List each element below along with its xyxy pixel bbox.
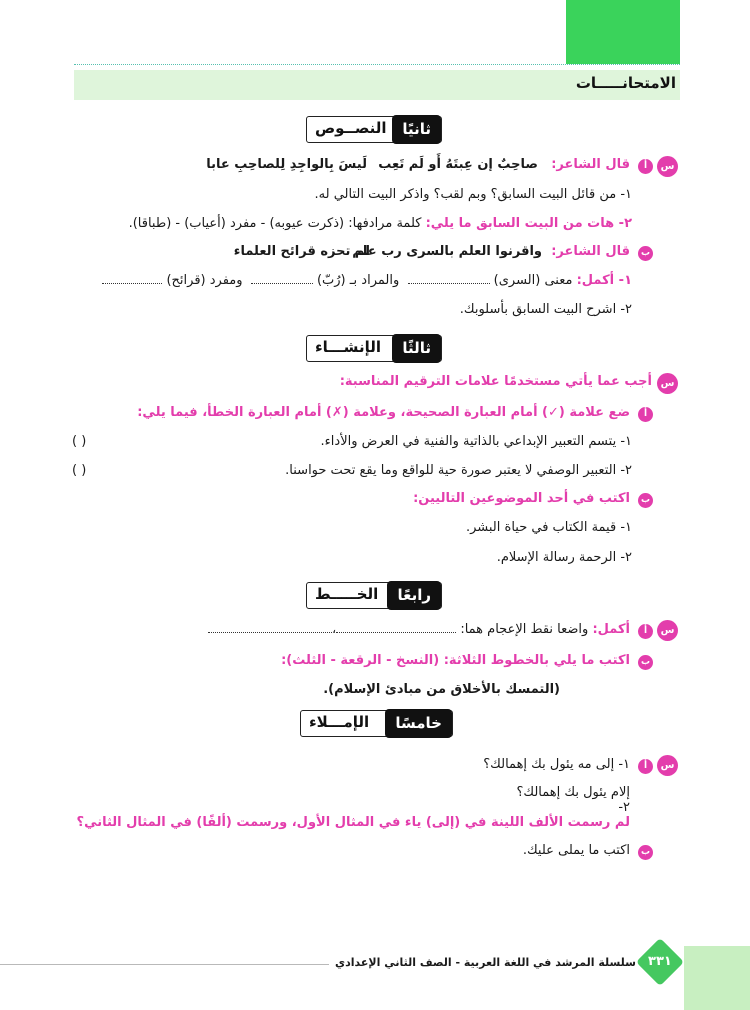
example-sentence: ١- إلى مه يئول بك إهمالك؟ [483, 757, 630, 772]
top-green-tab [566, 0, 680, 64]
blank-field[interactable] [251, 274, 313, 284]
completion-item: والمراد بـ (رُبّ) [316, 273, 400, 288]
section-title: الإنشـــاء [315, 338, 381, 356]
page-number-badge [636, 938, 684, 986]
topic-item: ١- قيمة الكتاب في حياة البشر. [465, 520, 632, 535]
verse-second-hemistich: لم تحزه قرائح العلماء [233, 244, 370, 259]
section-label: ثانيًا [392, 115, 441, 144]
section-heading-calligraphy [306, 582, 442, 609]
comma: ، [331, 622, 337, 637]
question-line-text: كلمة مرادفها: (ذكرت عيوبه) - مفرد (أعياب) - (طباقا). [128, 216, 426, 231]
footer-green-strip [684, 946, 750, 1010]
part-b-badge: ب [638, 655, 653, 670]
poet-label: قال الشاعر: [551, 157, 630, 172]
verse-first-hemistich: صاحِبٌ إن عِبتَهُ أَو لَم تَعِب [378, 157, 538, 172]
part-b-badge: ب [638, 246, 653, 261]
part-b-badge: ب [638, 845, 653, 860]
question-number-badge: س [657, 373, 678, 394]
completion-label: أكمل: [592, 622, 630, 637]
statement: ١- يتسم التعبير الإبداعي بالذاتية والفنية في العرض والأداء. [320, 434, 632, 449]
section-heading-dictation [300, 710, 453, 737]
blank-field[interactable] [102, 274, 162, 284]
part-instruction: ضع علامة (✓) أمام العبارة الصحيحة، وعلامة (✗) أمام العبارة الخطأ، فيما يلي: [137, 405, 630, 420]
question-number-badge: س [657, 156, 678, 177]
question-line: ٢- اشرح البيت السابق بأسلوبك. [459, 302, 632, 317]
verse-first-hemistich: واقرنوا العلم بالسرى رب علم [352, 244, 542, 259]
statement: ٢- التعبير الوصفي لا يعتبر صورة حية للواقع وما يقع تحت حواسنا. [285, 463, 632, 478]
topic-item: ٢- الرحمة رسالة الإسلام. [496, 550, 632, 565]
question-line: ١- من قائل البيت السابق؟ وبم لقب؟ واذكر البيت التالي له. [314, 187, 632, 202]
completion-item: واضعا نقط الإعجام هما: [460, 622, 593, 637]
section-title: الخـــــط [315, 585, 379, 603]
part-instruction: اكتب ما يلي بالخطوط الثلاثة: (النسخ - الرقعة - الثلث): [281, 653, 630, 668]
page-number: ٣٣١ [648, 954, 672, 969]
question-number-badge: س [657, 755, 678, 776]
part-a-badge: أ [638, 624, 653, 639]
completion-line [208, 622, 630, 637]
verse-second-hemistich: لَيسَ بِالواجِدِ لِلصاحِبِ عابا [206, 157, 367, 172]
section-title: النصــوص [315, 119, 387, 137]
section-heading-texts [306, 116, 442, 143]
example-sentence [516, 785, 630, 800]
example-text: إلام يئول بك إهمالك؟ [516, 785, 630, 800]
example-number: ٢- [618, 800, 630, 815]
section-title: الإمـــلاء [309, 713, 370, 731]
footer-series-title: سلسلة المرشد في اللغة العربية - الصف الثاني الإعدادي [329, 956, 642, 969]
completion-item: ومفرد (قرائح) [166, 273, 243, 288]
section-label: خامسًا [385, 709, 452, 738]
completion-line [102, 273, 632, 288]
part-a-badge: أ [638, 159, 653, 174]
question-instruction: أجب عما يأتي مستخدمًا علامات الترقيم المناسبة: [339, 374, 652, 389]
question-number-badge: س [657, 620, 678, 641]
calligraphy-phrase: (التمسك بالأخلاق من مبادئ الإسلام). [323, 682, 560, 697]
answer-parentheses[interactable]: ( ) [72, 434, 87, 449]
poet-label: قال الشاعر: [551, 244, 630, 259]
part-a-badge: أ [638, 759, 653, 774]
question-line [129, 216, 632, 231]
blank-field[interactable] [336, 623, 456, 633]
section-label: ثالثًا [392, 334, 441, 363]
header-dotted-line [74, 64, 680, 65]
section-heading-composition [306, 335, 442, 362]
dictation-task: اكتب ما يملى عليك. [522, 843, 630, 858]
question-line-label: ٢- هات من البيت السابق ما يلي: [425, 216, 632, 231]
blank-field[interactable] [208, 623, 332, 633]
answer-parentheses[interactable]: ( ) [72, 463, 87, 478]
completion-label: ١- أكمل: [576, 273, 632, 288]
blank-field[interactable] [408, 274, 490, 284]
section-label: رابعًا [387, 581, 441, 610]
part-instruction: اكتب في أحد الموضوعين التاليين: [413, 491, 630, 506]
part-b-badge: ب [638, 493, 653, 508]
completion-item: معنى (السرى) [493, 273, 573, 288]
page-title: الامتحانـــــات [575, 74, 676, 92]
part-a-badge: أ [638, 407, 653, 422]
dictation-question: لم رسمت الألف اللينة في (إلى) ياء في المثال الأول، ورسمت (ألفًا) في المثال الثاني؟ [76, 815, 630, 830]
